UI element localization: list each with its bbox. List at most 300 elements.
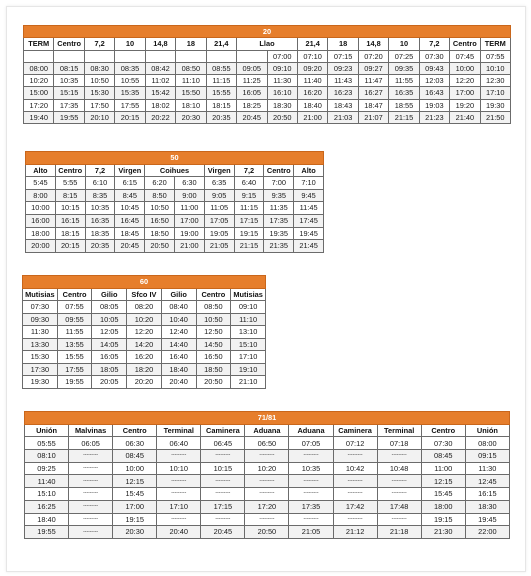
departure-time: 10:50: [196, 313, 231, 326]
departure-time: 10:50: [84, 75, 114, 87]
departure-time: 15:45: [113, 488, 157, 501]
departure-time: 16:10: [267, 87, 297, 99]
schedule-row: [25, 500, 510, 513]
departure-time: 18:25: [237, 99, 267, 111]
departure-time: 07:45: [450, 50, 480, 62]
departure-time: 15:55: [206, 87, 236, 99]
departure-time: 16:15: [465, 488, 509, 501]
departure-time: 07:15: [328, 50, 358, 62]
departure-time: 06:05: [69, 437, 113, 450]
departure-time: 18:35: [85, 227, 115, 240]
departure-time: 10:20: [24, 75, 54, 87]
schedule-row: [25, 462, 510, 475]
schedule-row: [23, 376, 266, 389]
stop-name: 18: [176, 38, 206, 50]
departure-time: 11:10: [176, 75, 206, 87]
stop-name: 10: [389, 38, 419, 50]
departure-time: 20:45: [115, 240, 145, 253]
departure-time: 18:50: [196, 363, 231, 376]
departure-time: 09:30: [23, 313, 58, 326]
departure-time: 15:35: [115, 87, 145, 99]
empty-cell: [54, 50, 84, 62]
schedule-row: [24, 75, 511, 87]
departure-time: ---------: [289, 488, 333, 501]
departure-time: 21:00: [174, 240, 204, 253]
departure-time: 10:50: [145, 202, 175, 215]
schedule-row: [23, 351, 266, 364]
departure-time: ---------: [201, 450, 245, 463]
departure-time: 10:35: [289, 462, 333, 475]
timetable-line-71-81: [24, 411, 510, 539]
schedule-row: [23, 301, 266, 314]
departure-time: 19:15: [234, 227, 264, 240]
departure-time: 13:10: [231, 326, 266, 339]
departure-time: 20:40: [161, 376, 196, 389]
departure-time: 07:18: [377, 437, 421, 450]
departure-time: 10:20: [127, 313, 162, 326]
departure-time: 08:00: [465, 437, 509, 450]
departure-time: 8:00: [26, 189, 56, 202]
route-number: 20: [24, 26, 511, 38]
departure-time: 18:15: [206, 99, 236, 111]
stop-name: Alto: [26, 164, 56, 177]
departure-time: 15:10: [231, 338, 266, 351]
departure-time: 15:10: [25, 488, 69, 501]
stop-name: Terminal: [157, 424, 201, 437]
departure-time: 9:05: [204, 189, 234, 202]
departure-time: 8:35: [85, 189, 115, 202]
departure-time: 9:00: [174, 189, 204, 202]
departure-time: 09:10: [231, 301, 266, 314]
departure-time: 20:00: [26, 240, 56, 253]
departure-time: 16:00: [26, 214, 56, 227]
stop-name: Centro: [55, 164, 85, 177]
stop-name: Centro: [54, 38, 84, 50]
departure-time: 18:50: [145, 227, 175, 240]
schedule-row: [24, 99, 511, 111]
departure-time: 21:03: [328, 112, 358, 124]
route-number: 71/81: [25, 412, 510, 425]
departure-time: 16:05: [237, 87, 267, 99]
stop-name: Unión: [25, 424, 69, 437]
departure-time: 17:35: [54, 99, 84, 111]
departure-time: 20:15: [115, 112, 145, 124]
stop-header-row: [24, 38, 511, 50]
stop-name: 18: [328, 38, 358, 50]
departure-time: 20:40: [157, 526, 201, 539]
departure-time: 6:15: [115, 177, 145, 190]
departure-time: 08:05: [92, 301, 127, 314]
departure-time: ---------: [333, 475, 377, 488]
departure-time: 7:00: [264, 177, 294, 190]
schedule-row: [24, 50, 511, 62]
departure-time: 11:35: [264, 202, 294, 215]
schedule-row: [26, 240, 324, 253]
departure-time: 17:05: [204, 214, 234, 227]
departure-time: 21:05: [289, 526, 333, 539]
departure-time: 10:45: [115, 202, 145, 215]
stop-header-row: [25, 424, 510, 437]
stop-name: Centro: [113, 424, 157, 437]
departure-time: 21:07: [358, 112, 388, 124]
departure-time: 21:45: [294, 240, 324, 253]
departure-time: ---------: [69, 500, 113, 513]
departure-time: 11:10: [231, 313, 266, 326]
departure-time: 8:50: [145, 189, 175, 202]
departure-time: 17:45: [294, 214, 324, 227]
stop-name: Centro: [450, 38, 480, 50]
departure-time: 20:45: [237, 112, 267, 124]
departure-time: 19:15: [421, 513, 465, 526]
departure-time: 16:20: [297, 87, 327, 99]
departure-time: 17:10: [231, 351, 266, 364]
departure-time: 08:50: [196, 301, 231, 314]
departure-time: 10:35: [54, 75, 84, 87]
departure-time: 20:20: [127, 376, 162, 389]
departure-time: 18:10: [176, 99, 206, 111]
departure-time: 05:55: [25, 437, 69, 450]
departure-time: 20:05: [92, 376, 127, 389]
departure-time: 10:00: [450, 62, 480, 74]
departure-time: 17:30: [23, 363, 58, 376]
departure-time: 11:43: [328, 75, 358, 87]
departure-time: 08:35: [115, 62, 145, 74]
departure-time: ---------: [377, 450, 421, 463]
schedule-row: [23, 338, 266, 351]
schedule-row: [26, 227, 324, 240]
empty-cell: [206, 50, 236, 62]
departure-time: 21:12: [333, 526, 377, 539]
departure-time: ---------: [201, 513, 245, 526]
stop-name: 7,2: [234, 164, 264, 177]
departure-time: 11:15: [234, 202, 264, 215]
departure-time: 19:45: [294, 227, 324, 240]
departure-time: 10:05: [92, 313, 127, 326]
departure-time: 5:55: [55, 177, 85, 190]
departure-time: 17:55: [115, 99, 145, 111]
schedule-row: [23, 313, 266, 326]
departure-time: 17:35: [289, 500, 333, 513]
departure-time: ---------: [157, 450, 201, 463]
departure-time: 11:55: [57, 326, 92, 339]
stop-name: 21,4: [206, 38, 236, 50]
departure-time: 11:30: [267, 75, 297, 87]
departure-time: ---------: [69, 475, 113, 488]
stop-name: Llao: [237, 38, 298, 50]
stop-name: Centro: [421, 424, 465, 437]
stop-name: 10: [115, 38, 145, 50]
departure-time: 12:30: [480, 75, 510, 87]
departure-time: ---------: [245, 488, 289, 501]
departure-time: 18:40: [161, 363, 196, 376]
departure-time: 21:15: [234, 240, 264, 253]
departure-time: 09:25: [25, 462, 69, 475]
departure-time: 12:50: [196, 326, 231, 339]
departure-time: 10:48: [377, 462, 421, 475]
timetable-line-20: [23, 25, 511, 124]
departure-time: 16:45: [115, 214, 145, 227]
departure-time: 07:00: [267, 50, 297, 62]
departure-time: 15:00: [24, 87, 54, 99]
schedule-row: [25, 526, 510, 539]
stop-name: 14,8: [145, 38, 175, 50]
departure-time: 06:45: [201, 437, 245, 450]
departure-time: ---------: [333, 488, 377, 501]
departure-time: 11:30: [465, 462, 509, 475]
departure-time: 11:00: [421, 462, 465, 475]
stop-name: Aduana: [245, 424, 289, 437]
empty-cell: [176, 50, 206, 62]
departure-time: 17:10: [157, 500, 201, 513]
departure-time: 09:10: [267, 62, 297, 74]
departure-time: 5:45: [26, 177, 56, 190]
departure-time: 17:55: [57, 363, 92, 376]
departure-time: 16:23: [328, 87, 358, 99]
departure-time: 6:20: [145, 177, 175, 190]
schedule-row: [26, 214, 324, 227]
departure-time: ---------: [289, 513, 333, 526]
departure-time: 07:55: [480, 50, 510, 62]
timetable-line-60: [22, 275, 266, 389]
departure-time: 08:00: [24, 62, 54, 74]
departure-time: 18:47: [358, 99, 388, 111]
departure-time: 19:03: [419, 99, 449, 111]
departure-time: 11:40: [297, 75, 327, 87]
departure-time: 09:35: [389, 62, 419, 74]
departure-time: 22:00: [465, 526, 509, 539]
route-number: 60: [23, 276, 266, 289]
schedule-row: [26, 177, 324, 190]
stop-name: Aduana: [289, 424, 333, 437]
departure-time: ---------: [69, 450, 113, 463]
departure-time: ---------: [69, 462, 113, 475]
stop-name: Unión: [465, 424, 509, 437]
departure-time: 9:35: [264, 189, 294, 202]
departure-time: 18:45: [115, 227, 145, 240]
departure-time: 07:05: [289, 437, 333, 450]
schedule-row: [25, 513, 510, 526]
departure-time: 08:40: [161, 301, 196, 314]
departure-time: 06:40: [157, 437, 201, 450]
departure-time: 20:35: [85, 240, 115, 253]
departure-time: ---------: [289, 450, 333, 463]
departure-time: 17:35: [264, 214, 294, 227]
departure-time: 19:20: [450, 99, 480, 111]
departure-time: 08:15: [54, 62, 84, 74]
departure-time: 11:45: [294, 202, 324, 215]
departure-time: 20:15: [55, 240, 85, 253]
stop-name: Malvinas: [69, 424, 113, 437]
stop-name: Virgen: [204, 164, 234, 177]
stop-name: Sfco IV: [127, 288, 162, 301]
empty-cell: [115, 50, 145, 62]
departure-time: 18:15: [55, 227, 85, 240]
departure-time: 07:30: [421, 437, 465, 450]
departure-time: 17:10: [480, 87, 510, 99]
departure-time: 18:00: [421, 500, 465, 513]
departure-time: 11:47: [358, 75, 388, 87]
stop-name: Alto: [294, 164, 324, 177]
departure-time: 11:30: [23, 326, 58, 339]
departure-time: 12:15: [421, 475, 465, 488]
departure-time: 07:30: [419, 50, 449, 62]
departure-time: 19:40: [24, 112, 54, 124]
departure-time: 21:50: [480, 112, 510, 124]
table-title-row: [25, 412, 510, 425]
departure-time: 18:00: [26, 227, 56, 240]
departure-time: 11:55: [389, 75, 419, 87]
departure-time: 18:05: [92, 363, 127, 376]
departure-time: 10:15: [201, 462, 245, 475]
departure-time: 20:22: [145, 112, 175, 124]
departure-time: 6:35: [204, 177, 234, 190]
departure-time: 09:55: [57, 313, 92, 326]
departure-time: 18:02: [145, 99, 175, 111]
departure-time: 08:55: [206, 62, 236, 74]
departure-time: 19:10: [231, 363, 266, 376]
schedule-row: [24, 62, 511, 74]
departure-time: ---------: [157, 513, 201, 526]
empty-cell: [237, 50, 267, 62]
departure-time: ---------: [333, 513, 377, 526]
departure-time: 12:45: [465, 475, 509, 488]
departure-time: 7:10: [294, 177, 324, 190]
departure-time: 07:55: [57, 301, 92, 314]
route-number: 50: [26, 152, 324, 165]
departure-time: 15:55: [57, 351, 92, 364]
departure-time: 8:15: [55, 189, 85, 202]
departure-time: 10:10: [480, 62, 510, 74]
departure-time: 06:30: [113, 437, 157, 450]
departure-time: 11:05: [204, 202, 234, 215]
departure-time: 19:30: [480, 99, 510, 111]
departure-time: 15:30: [23, 351, 58, 364]
departure-time: 21:23: [419, 112, 449, 124]
departure-time: 14:05: [92, 338, 127, 351]
departure-time: 16:43: [419, 87, 449, 99]
departure-time: 18:43: [328, 99, 358, 111]
stop-name: TERM: [24, 38, 54, 50]
departure-time: 18:30: [465, 500, 509, 513]
departure-time: ---------: [69, 488, 113, 501]
departure-time: ---------: [245, 450, 289, 463]
departure-time: 16:40: [161, 351, 196, 364]
departure-time: 17:20: [245, 500, 289, 513]
stop-name: Virgen: [115, 164, 145, 177]
schedule-row: [25, 450, 510, 463]
departure-time: 21:05: [204, 240, 234, 253]
departure-time: 15:45: [421, 488, 465, 501]
departure-time: 19:45: [465, 513, 509, 526]
departure-time: 10:10: [157, 462, 201, 475]
departure-time: 18:30: [267, 99, 297, 111]
departure-time: 20:45: [201, 526, 245, 539]
departure-time: 17:42: [333, 500, 377, 513]
departure-time: 12:05: [92, 326, 127, 339]
departure-time: 21:00: [297, 112, 327, 124]
departure-time: 17:00: [174, 214, 204, 227]
departure-time: 16:25: [25, 500, 69, 513]
departure-time: 19:30: [23, 376, 58, 389]
stop-name: Mutisias: [23, 288, 58, 301]
departure-time: ---------: [201, 475, 245, 488]
stop-name: 21,4: [297, 38, 327, 50]
empty-cell: [84, 50, 114, 62]
departure-time: ---------: [245, 475, 289, 488]
empty-cell: [24, 50, 54, 62]
departure-time: 20:50: [145, 240, 175, 253]
stop-name: 14,8: [358, 38, 388, 50]
departure-time: 13:30: [23, 338, 58, 351]
departure-time: 16:35: [389, 87, 419, 99]
departure-time: 08:45: [421, 450, 465, 463]
departure-time: 16:20: [127, 351, 162, 364]
departure-time: 9:15: [234, 189, 264, 202]
departure-time: 13:55: [57, 338, 92, 351]
departure-time: 21:30: [421, 526, 465, 539]
departure-time: 11:25: [237, 75, 267, 87]
departure-time: ---------: [69, 513, 113, 526]
schedule-row: [24, 112, 511, 124]
stop-name: Mutisias: [231, 288, 266, 301]
stop-name: TERM: [480, 38, 510, 50]
table-title-row: [26, 152, 324, 165]
departure-time: 16:50: [196, 351, 231, 364]
stop-name: 7,2: [84, 38, 114, 50]
schedule-row: [23, 363, 266, 376]
departure-time: 06:50: [245, 437, 289, 450]
table-title-row: [24, 26, 511, 38]
departure-time: 6:40: [234, 177, 264, 190]
departure-time: 09:20: [297, 62, 327, 74]
departure-time: 15:30: [84, 87, 114, 99]
departure-time: 17:50: [84, 99, 114, 111]
departure-time: 07:30: [23, 301, 58, 314]
departure-time: 14:40: [161, 338, 196, 351]
departure-time: ---------: [245, 513, 289, 526]
departure-time: 18:20: [127, 363, 162, 376]
departure-time: 10:00: [26, 202, 56, 215]
departure-time: ---------: [377, 513, 421, 526]
departure-time: 09:27: [358, 62, 388, 74]
departure-time: 16:50: [145, 214, 175, 227]
departure-time: 19:35: [264, 227, 294, 240]
departure-time: 19:15: [113, 513, 157, 526]
departure-time: 15:42: [145, 87, 175, 99]
departure-time: 11:15: [206, 75, 236, 87]
departure-time: 08:42: [145, 62, 175, 74]
table-title-row: [23, 276, 266, 289]
departure-time: 19:55: [57, 376, 92, 389]
departure-time: 19:55: [25, 526, 69, 539]
departure-time: 10:15: [55, 202, 85, 215]
departure-time: 16:15: [55, 214, 85, 227]
departure-time: 20:30: [113, 526, 157, 539]
departure-time: 12:15: [113, 475, 157, 488]
departure-time: 08:30: [84, 62, 114, 74]
departure-time: 17:00: [113, 500, 157, 513]
departure-time: 11:40: [25, 475, 69, 488]
departure-time: 6:30: [174, 177, 204, 190]
departure-time: 09:05: [237, 62, 267, 74]
departure-time: 14:20: [127, 338, 162, 351]
departure-time: 10:40: [161, 313, 196, 326]
departure-time: 12:40: [161, 326, 196, 339]
departure-time: 07:20: [358, 50, 388, 62]
departure-time: 07:25: [389, 50, 419, 62]
departure-time: 18:55: [389, 99, 419, 111]
schedule-row: [26, 189, 324, 202]
